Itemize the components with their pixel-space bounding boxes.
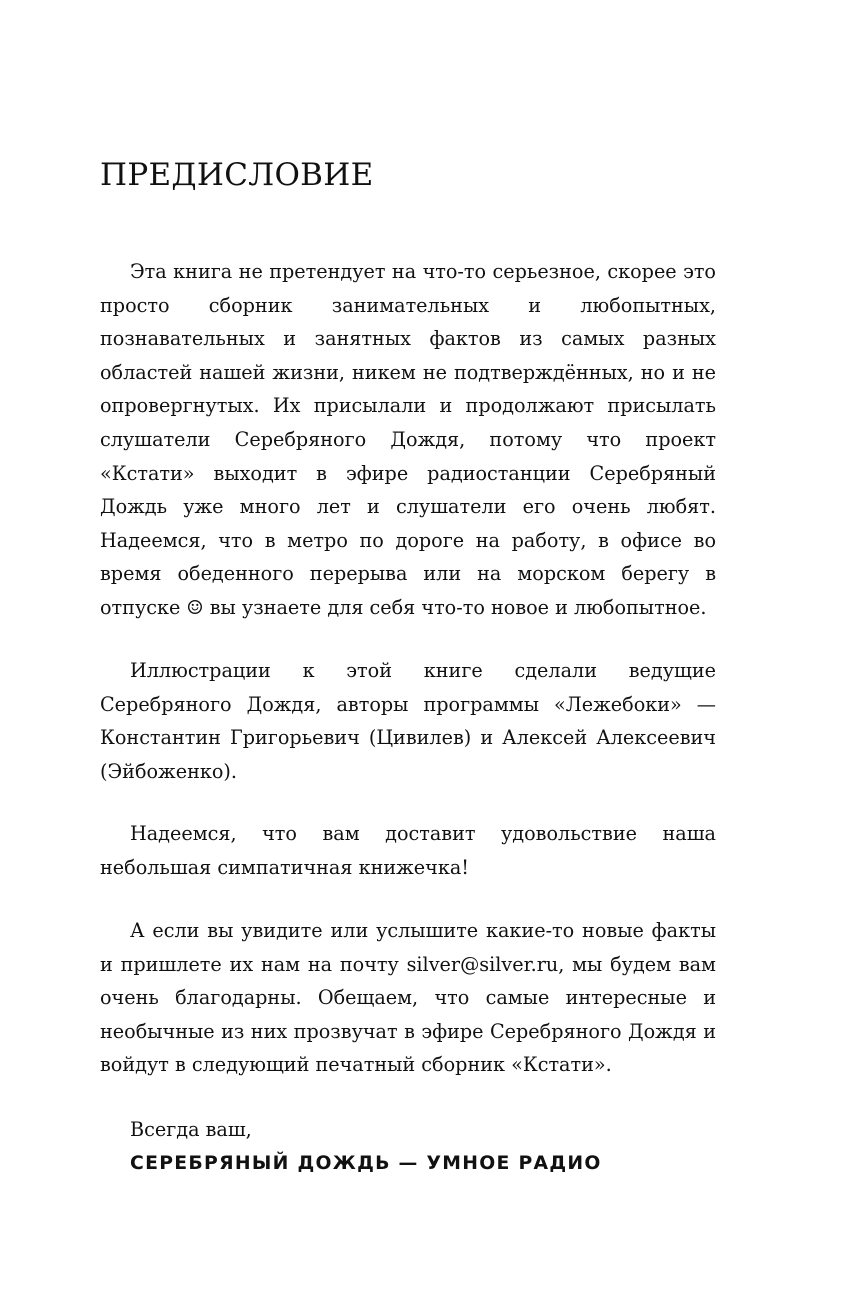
paragraph-hope: Надеемся, что вам доставит удовольствие наша небольшая симпатичная книжечка!	[100, 822, 716, 879]
signature-name: СЕРЕБРЯНЫЙ ДОЖДЬ — УМНОЕ РАДИО	[130, 1152, 602, 1174]
signature-block	[130, 1113, 716, 1180]
paragraph-intro: Эта книга не претендует на что-то серьезное, скорее это просто сборник занимательных и любопытных, познавательных и занятных фактов из самых разных областей нашей жизни, никем не подтверждённых, но и не опровергнутых. Их присылали и продолжают присылать слушатели Серебряного Дождя, потому что проект «Кстати» выходит в эфире радиостанции Серебряный Дождь уже много лет и слушатели его очень любят. Надеемся, что в метро по дороге на работу, в офисе во время обеденного перерыва или на морском берегу в отпуске ☺ вы узнаете для себя что-то новое и любопытное.	[100, 260, 716, 619]
page-title: ПРЕДИСЛОВИЕ	[100, 157, 374, 193]
paragraph-contact: А если вы увидите или услышите какие-то новые факты и пришлете их нам на почту silver@silver.ru, мы будем вам очень благодарны. Обещаем, что самые интересные и необычные из них прозвучат в эфире Серебряного Дождя и войдут в следующий печатный сборник «Кстати».	[100, 919, 716, 1077]
paragraph-illustrations: Иллюстрации к этой книге сделали ведущие Серебряного Дождя, авторы программы «Лежебоки» — Константин Григорьевич (Цивилев) и Алексей Алексеевич (Эйбоженко).	[100, 659, 716, 783]
preface-page	[100, 150, 716, 1174]
signature-greeting: Всегда ваш,	[130, 1118, 252, 1141]
